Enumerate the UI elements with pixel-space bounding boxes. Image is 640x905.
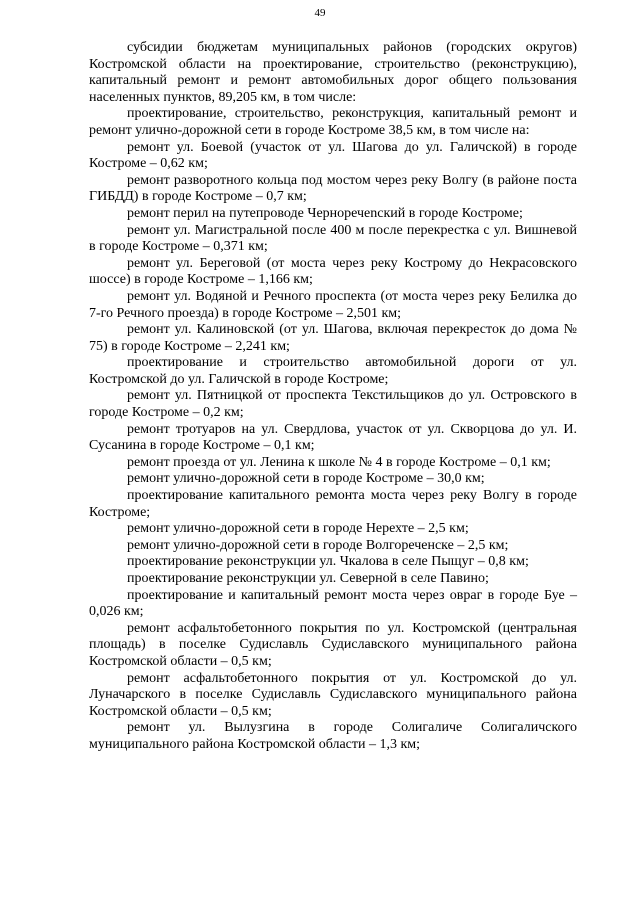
- paragraph-buy-bridge: проектирование и капитальный ремонт моста через овраг в городе Буе – 0,026 км;: [89, 587, 577, 620]
- paragraph-soligalich-vyluzgina: ремонт ул. Вылузгина в городе Солигаличе Солигаличского муниципального района Костромской области – 1,3 км;: [89, 720, 577, 752]
- paragraph-sverdlova-sidewalks: ремонт тротуаров на ул. Свердлова, участок от ул. Скворцова до ул. И. Сусанина в городе Костроме – 0,1 км;: [89, 421, 577, 454]
- paragraph-pavino-design: проектирование реконструкции ул. Северной в селе Павино;: [127, 571, 489, 586]
- page-number: 49: [314, 7, 326, 19]
- paragraph-kostroma-street-repair: ремонт улично-дорожной сети в городе Костроме – 30,0 км;: [127, 471, 485, 487]
- paragraph-school-driveway: ремонт проезда от ул. Ленина к школе № 4 в городе Костроме – 0,1 км;: [127, 454, 551, 470]
- paragraph-sudislavl-square: ремонт асфальтобетонного покрытия по ул. Костромской (центральная площадь) в поселке Судиславль Судиславского муниципального района Костромской области – 0,5 км;: [89, 620, 577, 669]
- paragraph-pyatnitskaya-street: ремонт ул. Пятницкой от проспекта Текстильщиков до ул. Островского в городе Костроме – 0,2 км;: [89, 388, 577, 421]
- paragraph-volgorechensk-repair: ремонт улично-дорожной сети в городе Волгореченске – 2,5 км;: [127, 537, 509, 553]
- paragraph-beregovaya-street: ремонт ул. Береговой (от моста через реку Кострому до Некрасовского шоссе) в городе Костроме – 1,166 км;: [89, 255, 577, 288]
- paragraph-pyshchug-design: проектирование реконструкции ул. Чкалова в селе Пыщуг – 0,8 км;: [127, 554, 529, 570]
- paragraph-subsidies-intro: субсидии бюджетам муниципальных районов (городских округов) Костромской области на проектирование, строительство (реконструкцию), капитальный ремонт и ремонт автомобильных дорог общего пользования населенных пунктов, 89,205 км, в том числе:: [89, 40, 577, 105]
- paragraph-boevaya-street: ремонт ул. Боевой (участок от ул. Шагова до ул. Галичской) в городе Костроме – 0,62 км;: [89, 139, 577, 172]
- paragraph-kalinovskaya-street: ремонт ул. Калиновской (от ул. Шагова, включая перекресток до дома № 75) в городе Костроме – 2,241 км;: [89, 322, 577, 354]
- document-body: [89, 40, 577, 754]
- paragraph-vodyanaya-street: ремонт ул. Водяной и Речного проспекта (от моста через реку Белилка до 7-го Речного проезда) в городе Костроме – 2,501 км;: [89, 288, 577, 321]
- paragraph-magistralnaya-street: ремонт ул. Магистральной после 400 м после перекрестка с ул. Вишневой в городе Костроме – 0,371 км;: [89, 222, 577, 255]
- paragraph-overpass-railings: ремонт перил на путепроводе Черноречenский в городе Костроме;: [127, 205, 523, 221]
- paragraph-kostroma-network: проектирование, строительство, реконструкция, капитальный ремонт и ремонт улично-дорожной сети в городе Костроме 38,5 км, в том числе на:: [89, 106, 577, 138]
- paragraph-new-road-design: проектирование и строительство автомобильной дороги от ул. Костромской до ул. Галичской в городе Костроме;: [89, 355, 577, 387]
- paragraph-volga-bridge-design: проектирование капитального ремонта моста через реку Волгу в городе Костроме;: [89, 488, 577, 520]
- paragraph-nerekhta-repair: ремонт улично-дорожной сети в городе Нерехте – 2,5 км;: [127, 521, 469, 537]
- paragraph-sudislavl-lunacharskogo: ремонт асфальтобетонного покрытия от ул. Костромской до ул. Луначарского в поселке Судиславль Судиславского муниципального района Костромской области – 0,5 км;: [89, 670, 577, 719]
- paragraph-turning-ring: ремонт разворотного кольца под мостом через реку Волгу (в районе поста ГИБДД) в городе Костроме – 0,7 км;: [89, 172, 577, 205]
